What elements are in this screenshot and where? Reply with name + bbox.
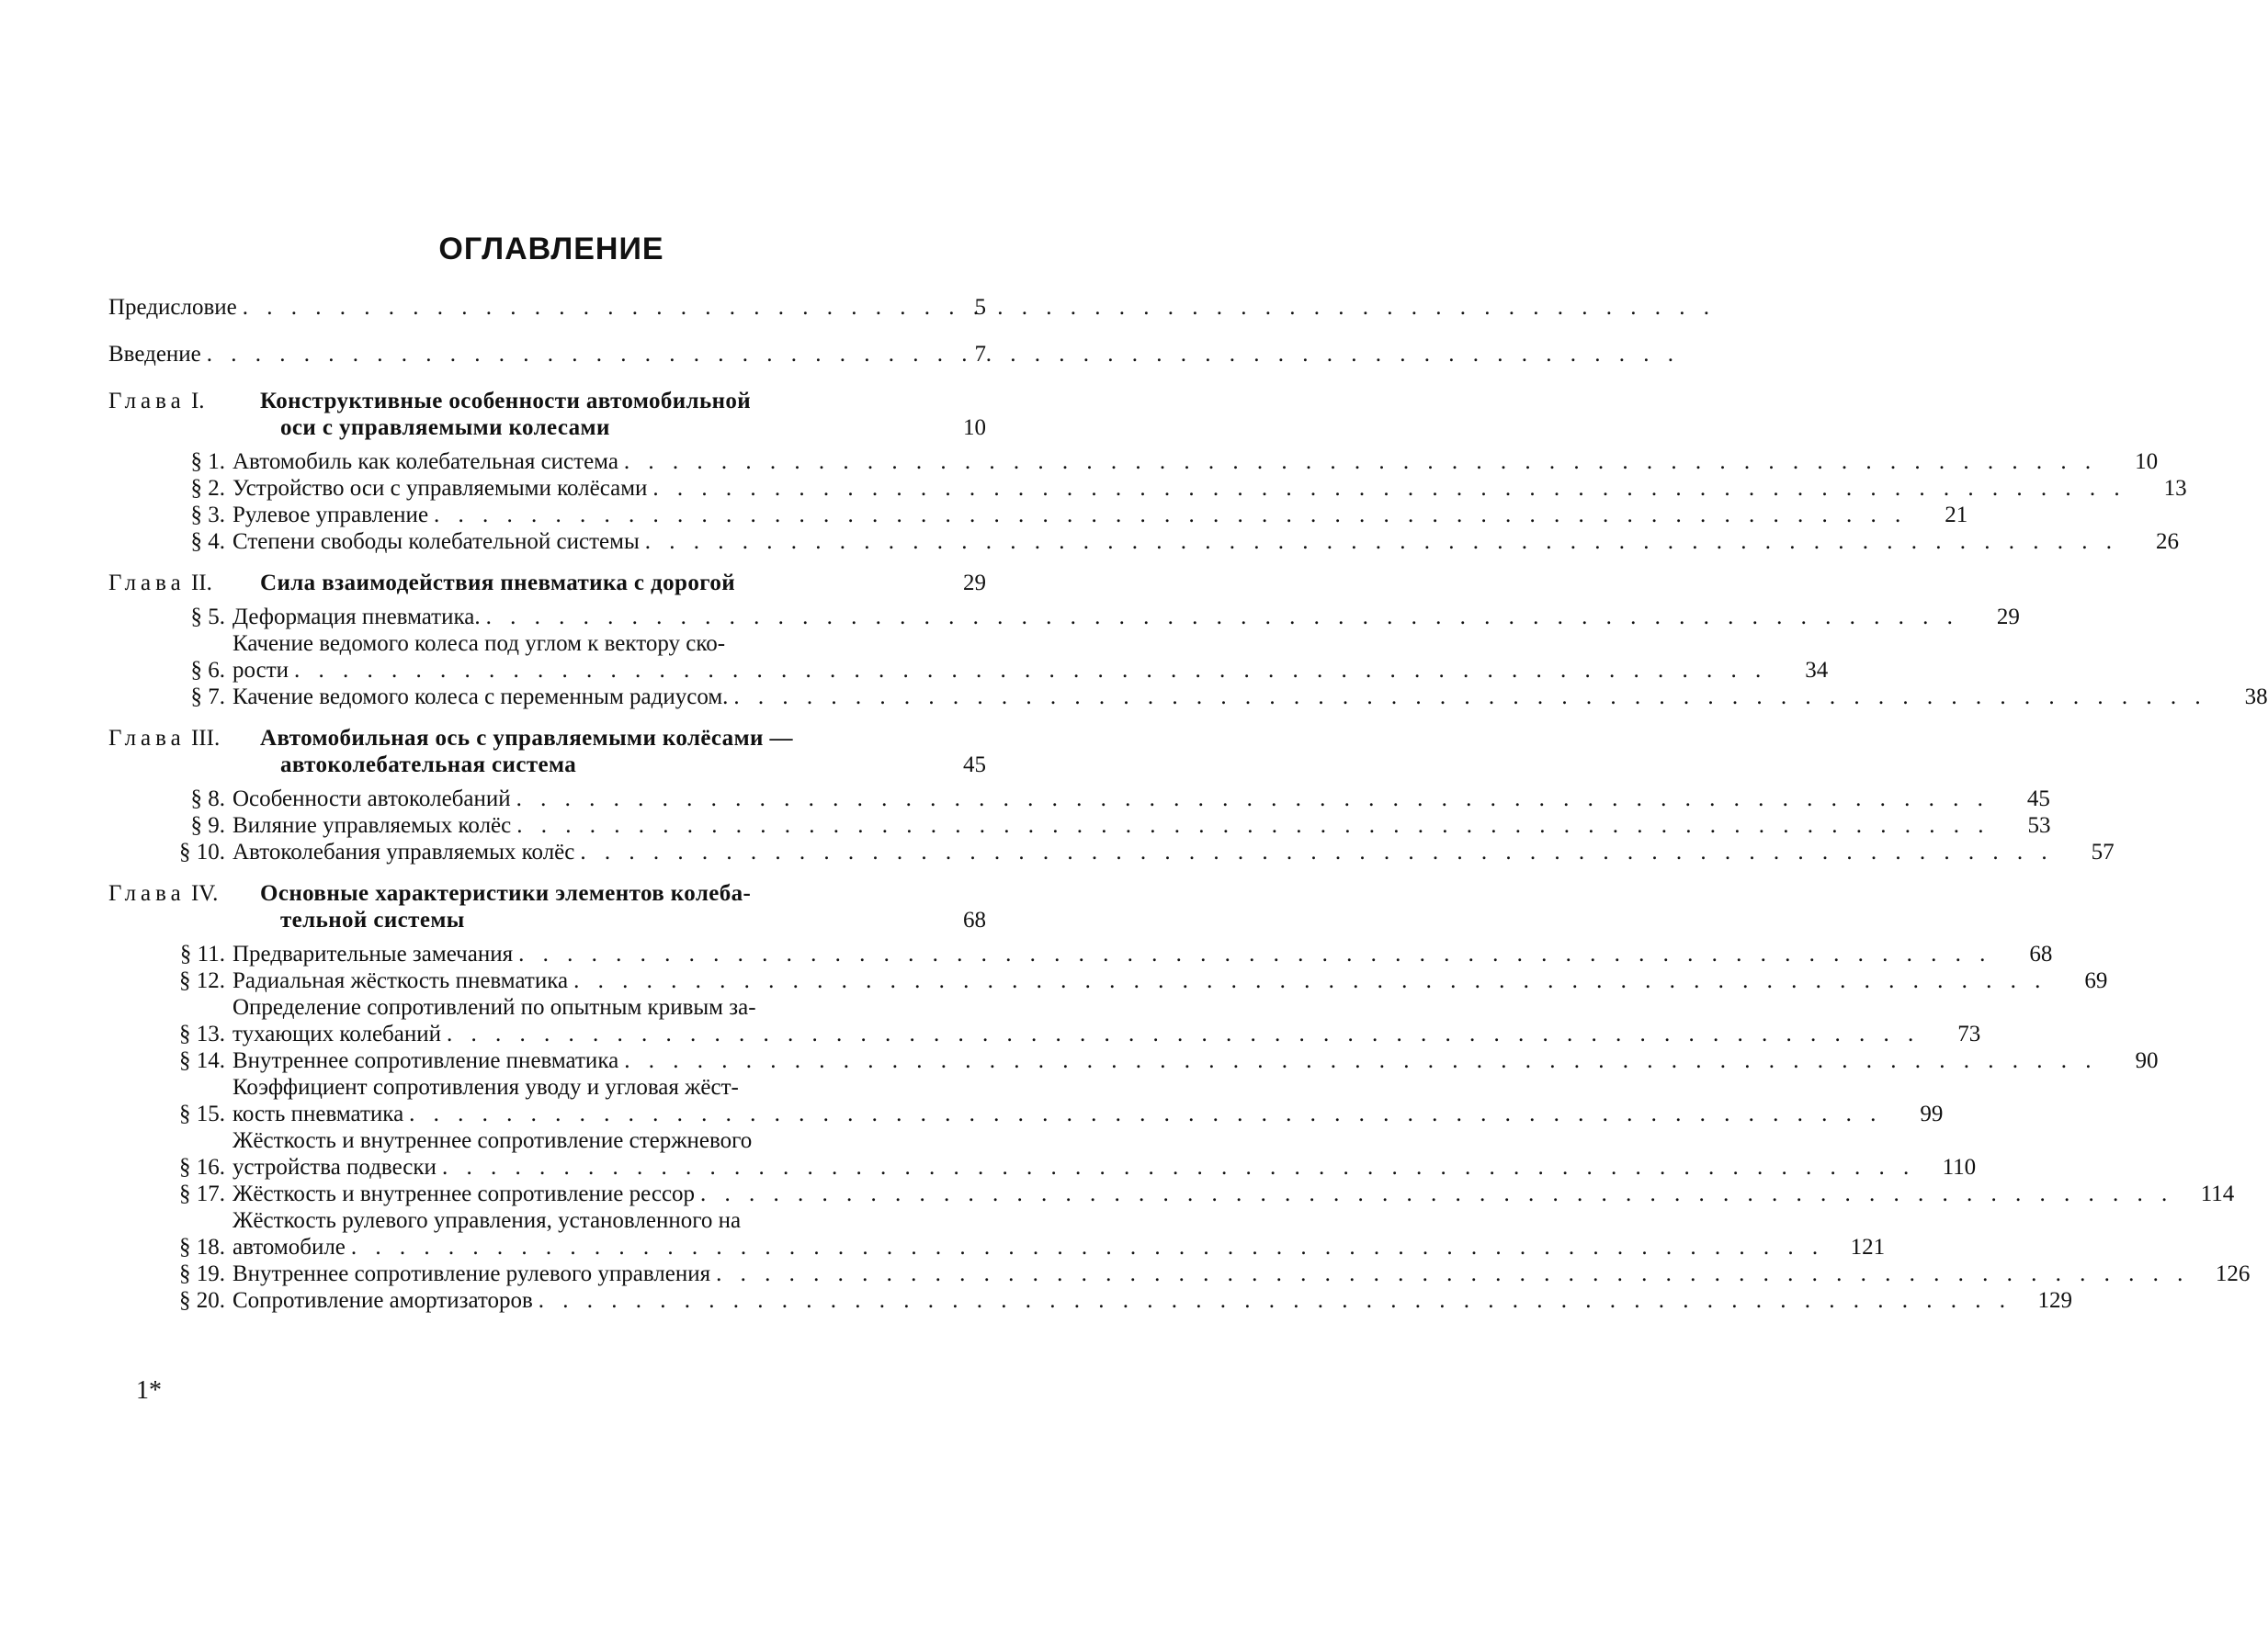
dot-leader — [207, 341, 925, 368]
dot-leader — [351, 1234, 1824, 1261]
page-number: 90 — [2135, 1048, 2159, 1073]
dot-leader — [447, 1021, 1920, 1047]
section-body — [232, 1074, 1943, 1127]
section-title-line: Особенности автоколебаний — [232, 786, 511, 811]
chapter-title-line: Конструктивные особенности автомобильной — [260, 389, 752, 413]
section-title-line: рости — [232, 658, 289, 683]
section-title-line: Определение сопротивлений по опытным кривым за- — [232, 995, 756, 1020]
section-body — [232, 839, 2115, 865]
chapter-title — [260, 880, 931, 933]
section-title-line: Виляние управляемых колёс — [232, 813, 512, 838]
section-last-line — [232, 812, 2051, 839]
section-title-line: тухающих колебаний — [232, 1022, 441, 1046]
section-last-line — [232, 657, 1828, 684]
section-number: § 19. — [179, 1261, 225, 1286]
page-number: 121 — [1850, 1235, 1886, 1260]
section-body — [232, 786, 2050, 812]
section-body — [232, 941, 2052, 967]
section-list — [108, 941, 2251, 1314]
section-last-line — [232, 1234, 1885, 1261]
section-body — [232, 967, 2107, 994]
dot-leader — [624, 448, 2097, 475]
section-title-line: устройства подвески — [232, 1155, 437, 1180]
page-number: 45 — [963, 752, 986, 777]
page-number: 73 — [1957, 1022, 1981, 1046]
page-number: 68 — [2029, 942, 2053, 967]
section-number: § 16. — [179, 1155, 225, 1180]
section-title-line: Автоколебания управляемых колёс — [232, 840, 575, 865]
section-number: § 17. — [179, 1182, 225, 1206]
section-last-line — [232, 475, 2187, 502]
section-body — [232, 1287, 2072, 1314]
section-number: § 10. — [179, 840, 225, 865]
chapter-title-line: оси с управляемыми колесами — [280, 415, 610, 440]
page-number: 126 — [2215, 1261, 2251, 1286]
section-title-line: кость пневматика — [232, 1102, 404, 1126]
section-entry — [108, 1261, 2251, 1287]
section-body — [232, 1181, 2234, 1207]
chapter-number: IV. — [190, 881, 219, 906]
section-entry — [108, 1127, 1977, 1181]
section-entry — [108, 448, 2159, 475]
section-title-line: Жёсткость и внутреннее сопротивление рессор — [232, 1182, 696, 1206]
chapter-block — [108, 725, 2115, 865]
section-title-line: Рулевое управление — [232, 503, 429, 527]
page-number: 29 — [1996, 605, 2020, 629]
section-entry — [108, 1207, 1886, 1261]
section-title-line: Качение ведомого колеса с переменным радиусом. — [232, 684, 729, 709]
chapter-block — [108, 388, 2187, 555]
chapter-word: Глава — [108, 571, 186, 595]
section-entry — [108, 839, 2115, 865]
toc-entry — [108, 294, 986, 321]
section-body — [232, 812, 2051, 839]
section-entry — [108, 528, 2179, 555]
section-entry — [108, 684, 2268, 710]
section-number: § 13. — [179, 1022, 225, 1046]
page-number: 99 — [1920, 1102, 1944, 1126]
page-number: 110 — [1942, 1155, 1977, 1180]
chapter-heading — [108, 725, 986, 778]
section-entry — [108, 604, 2020, 630]
signature-mark: 1* — [136, 1376, 162, 1405]
section-entry — [108, 475, 2187, 502]
dot-leader — [624, 1047, 2097, 1074]
section-body — [232, 684, 2268, 710]
page-number: 53 — [2027, 813, 2051, 838]
page-number: 129 — [2037, 1288, 2073, 1313]
section-number: § 9. — [190, 813, 225, 838]
section-number: § 18. — [179, 1235, 225, 1260]
section-body — [232, 1047, 2158, 1074]
section-number: § 15. — [179, 1102, 225, 1126]
chapter-label — [108, 880, 260, 907]
dot-leader — [518, 941, 1991, 967]
chapter-title — [260, 388, 931, 441]
entry-title: Предисловие — [108, 295, 237, 320]
dot-leader — [573, 967, 2047, 994]
chapter-word: Глава — [108, 726, 186, 751]
section-last-line — [232, 1261, 2250, 1287]
dot-leader — [434, 502, 1907, 528]
page-number: 5 — [974, 295, 986, 320]
section-title-line: Радиальная жёсткость пневматика — [232, 968, 569, 993]
section-last-line — [232, 502, 1967, 528]
page-number: 69 — [2084, 968, 2108, 993]
table-of-contents — [108, 294, 2268, 1323]
chapter-title — [260, 725, 931, 778]
chapter-label — [108, 570, 260, 596]
section-last-line — [232, 1021, 1980, 1047]
section-last-line — [232, 786, 2050, 812]
chapter-title-line: автоколебательная система — [280, 752, 577, 777]
section-body — [232, 448, 2158, 475]
section-number: § 14. — [179, 1048, 225, 1073]
dot-leader — [652, 475, 2126, 502]
page-number: 34 — [1805, 658, 1829, 683]
section-title-line: автомобиле — [232, 1235, 346, 1260]
section-entry — [108, 941, 2053, 967]
section-title-line: Деформация пневматика. — [232, 605, 481, 629]
dot-leader — [716, 1261, 2189, 1287]
section-number: § 2. — [190, 476, 225, 501]
section-last-line — [232, 528, 2179, 555]
section-body — [232, 475, 2187, 502]
section-body — [232, 1127, 1976, 1181]
page-number: 38 — [2244, 684, 2268, 709]
section-body — [232, 502, 1967, 528]
page-number: 68 — [963, 908, 986, 933]
chapter-word: Глава — [108, 881, 186, 906]
page-number: 21 — [1945, 503, 1968, 527]
entry-title: Введение — [108, 342, 201, 367]
section-title-line: Качение ведомого колеса под углом к вектору ско- — [232, 631, 726, 656]
section-number: § 7. — [190, 684, 225, 709]
dot-leader — [516, 812, 1990, 839]
chapter-list — [108, 388, 2268, 1314]
chapter-block — [108, 570, 2268, 710]
page-number: 29 — [963, 571, 986, 595]
section-number: § 1. — [190, 449, 225, 474]
section-number: § 8. — [190, 786, 225, 811]
section-last-line — [232, 967, 2107, 994]
section-last-line — [232, 1154, 1976, 1181]
chapter-label — [108, 725, 260, 752]
section-number: § 11. — [179, 942, 225, 967]
section-title-line: Внутреннее сопротивление рулевого управления — [232, 1261, 711, 1286]
dot-leader — [700, 1181, 2173, 1207]
section-number: § 20. — [179, 1288, 225, 1313]
section-entry — [108, 1047, 2159, 1074]
section-body — [232, 1207, 1885, 1261]
dot-leader — [486, 604, 1959, 630]
section-entry — [108, 812, 2051, 839]
dot-leader — [243, 294, 925, 321]
page-title: ОГЛАВЛЕНИЕ — [438, 232, 664, 266]
section-entry — [108, 1181, 2235, 1207]
dot-leader — [516, 786, 1990, 812]
page-number: 10 — [963, 415, 986, 440]
page-number: 7 — [974, 342, 986, 367]
page-number: 114 — [2200, 1182, 2235, 1206]
section-last-line — [232, 604, 2020, 630]
section-number: § 4. — [190, 529, 225, 554]
chapter-title-line: Основные характеристики элементов колеба- — [260, 881, 752, 906]
chapter-title — [260, 570, 931, 596]
section-number: § 6. — [190, 658, 225, 683]
chapter-label — [108, 388, 260, 414]
section-entry — [108, 1287, 2073, 1314]
chapter-title-line: Сила взаимодействия пневматика с дорогой — [260, 571, 736, 595]
section-title-line: Степени свободы колебательной системы — [232, 529, 640, 554]
chapter-number: III. — [190, 726, 221, 751]
chapter-heading — [108, 388, 986, 441]
section-entry — [108, 502, 1968, 528]
section-number: § 12. — [179, 968, 225, 993]
section-title-line: Жёсткость рулевого управления, установленного на — [232, 1208, 742, 1233]
section-body — [232, 604, 2020, 630]
dot-leader — [645, 528, 2118, 555]
section-last-line — [232, 448, 2158, 475]
page-number: 13 — [2163, 476, 2187, 501]
section-title-line: Сопротивление амортизаторов — [232, 1288, 533, 1313]
chapter-title-line: тельной системы — [280, 908, 465, 933]
page-number: 57 — [2091, 840, 2115, 865]
section-last-line — [232, 1181, 2234, 1207]
chapter-heading — [108, 570, 986, 596]
page-number: 10 — [2135, 449, 2159, 474]
section-number: § 3. — [190, 503, 225, 527]
section-last-line — [232, 684, 2268, 710]
page-number: 45 — [2026, 786, 2050, 811]
section-number: § 5. — [190, 605, 225, 629]
section-last-line — [232, 839, 2115, 865]
section-body — [232, 630, 1828, 684]
dot-leader — [294, 657, 1767, 684]
chapter-title-line: Автомобильная ось с управляемыми колёсами — — [260, 726, 793, 751]
section-last-line — [232, 941, 2052, 967]
dot-leader — [409, 1101, 1882, 1127]
page-number: 26 — [2156, 529, 2179, 554]
section-title-line: Внутреннее сопротивление пневматика — [232, 1048, 619, 1073]
section-body — [232, 994, 1980, 1047]
section-last-line — [232, 1287, 2072, 1314]
toc-entry — [108, 341, 986, 368]
section-entry — [108, 967, 2108, 994]
chapter-word: Глава — [108, 389, 186, 413]
section-title-line: Предварительные замечания — [232, 942, 514, 967]
section-last-line — [232, 1101, 1943, 1127]
section-list — [108, 786, 2115, 865]
section-title-line: Устройство оси с управляемыми колёсами — [232, 476, 648, 501]
section-title-line: Коэффициент сопротивления уводу и угловая жёст- — [232, 1075, 739, 1100]
section-body — [232, 528, 2179, 555]
section-title-line: Автомобиль как колебательная система — [232, 449, 618, 474]
section-entry — [108, 1074, 1944, 1127]
section-list — [108, 448, 2187, 555]
chapter-heading — [108, 880, 986, 933]
dot-leader — [539, 1287, 2012, 1314]
chapter-block — [108, 880, 2251, 1314]
dot-leader — [580, 839, 2053, 865]
section-entry — [108, 630, 1829, 684]
section-entry — [108, 994, 1981, 1047]
section-list — [108, 604, 2268, 710]
chapter-number: I. — [190, 389, 205, 413]
section-title-line: Жёсткость и внутреннее сопротивление стержневого — [232, 1128, 753, 1153]
chapter-number: II. — [190, 571, 212, 595]
dot-leader — [733, 684, 2206, 710]
front-matter — [108, 294, 986, 368]
section-last-line — [232, 1047, 2158, 1074]
dot-leader — [442, 1154, 1915, 1181]
section-entry — [108, 786, 2050, 812]
section-body — [232, 1261, 2250, 1287]
